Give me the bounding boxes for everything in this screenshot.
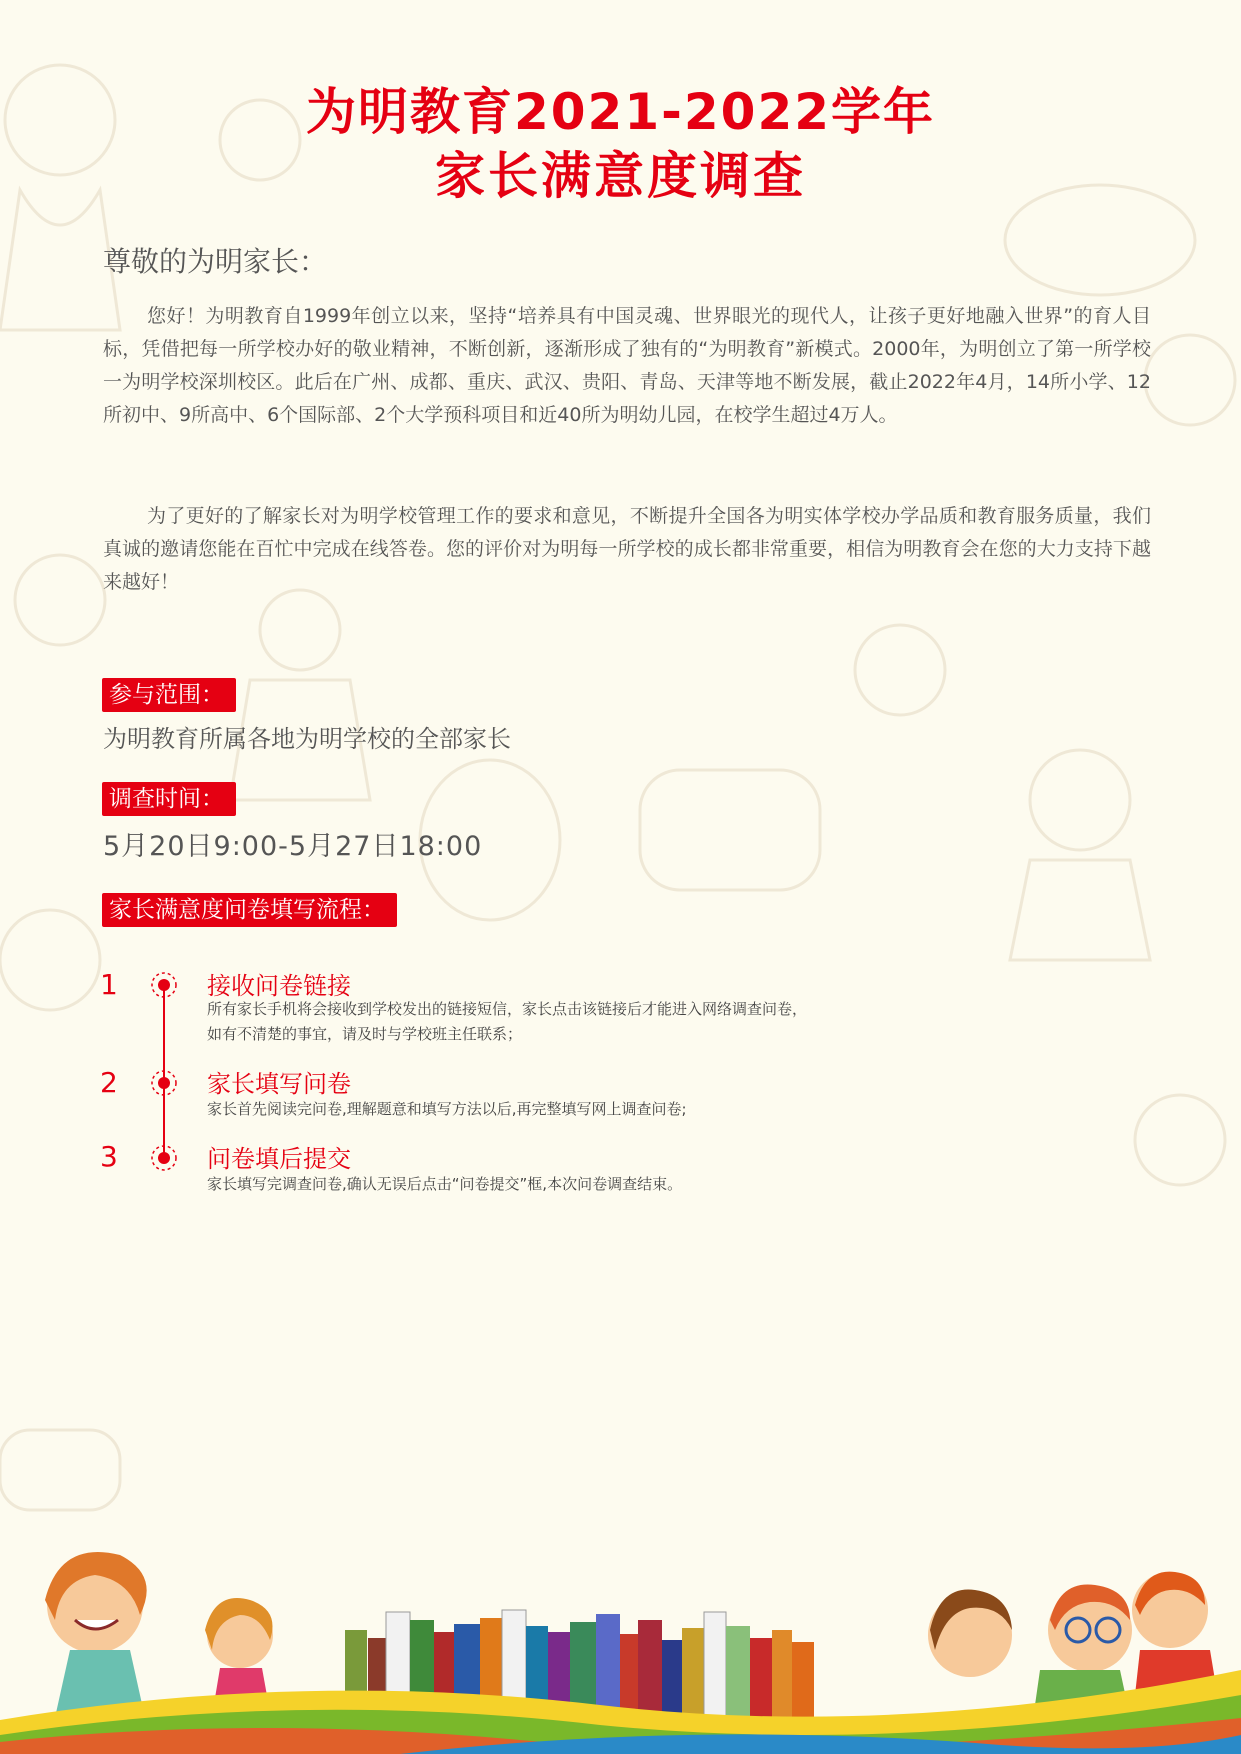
step-1-desc-line-2: 如有不清楚的事宜，请及时与学校班主任联系；	[207, 1025, 523, 1043]
step-3-number: 3	[100, 1140, 118, 1173]
step-2-desc: 家长首先阅读完问卷,理解题意和填写方法以后,再完整填写网上调查问卷;	[207, 1100, 687, 1118]
step-2-title: 家长填写问卷	[207, 1070, 351, 1098]
step-3-title: 问卷填后提交	[207, 1145, 351, 1173]
step-3-desc: 家长填写完调查问卷,确认无误后点击“问卷提交”框,本次问卷调查结束。	[207, 1175, 683, 1193]
scope-value: 为明教育所属各地为明学校的全部家长	[103, 725, 511, 753]
scope-label: 参与范围：	[102, 678, 236, 712]
step-1-title: 接收问卷链接	[207, 972, 351, 1000]
footer-illustration	[0, 1520, 1241, 1754]
time-label: 调查时间：	[102, 782, 236, 816]
step-3-dot-icon	[150, 1144, 178, 1172]
time-value: 5月20日9:00-5月27日18:00	[103, 831, 483, 862]
title-line-2: 家长满意度调查	[435, 147, 806, 205]
process-label: 家长满意度问卷填写流程：	[102, 893, 397, 927]
intro-paragraph: 您好！为明教育自1999年创立以来，坚持“培养具有中国灵魂、世界眼光的现代人，让孩子更好地融入世界”的育人目标，凭借把每一所学校办好的敬业精神，不断创新，逐渐形成了独有的“为明教育”新模式。2000年，为明创立了第一所学校一为明学校深圳校区。此后在广州、成都、重庆、武汉、贵阳、青岛、天津等地不断发展，截止2022年4月，14所小学、12所初中、9所高中、6个国际部、2个大学预科项目和近40所为明幼儿园，在校学生超过4万人。	[103, 305, 1151, 426]
step-1-dot-icon	[150, 971, 178, 999]
invitation-paragraph: 为了更好的了解家长对为明学校管理工作的要求和意见，不断提升全国各为明实体学校办学品质和教育服务质量，我们真诚的邀请您能在百忙中完成在线答卷。您的评价对为明每一所学校的成长都非常重要，相信为明教育会在您的大力支持下越来越好！	[103, 505, 1151, 593]
title-line-1: 为明教育2021-2022学年	[305, 83, 936, 141]
step-1-number: 1	[100, 968, 118, 1001]
step-1-desc-line-1: 所有家长手机将会接收到学校发出的链接短信，家长点击该链接后才能进入网络调查问卷，	[207, 1000, 808, 1018]
greeting: 尊敬的为明家长：	[103, 245, 328, 278]
step-2-dot-icon	[150, 1069, 178, 1097]
step-2-number: 2	[100, 1066, 118, 1099]
